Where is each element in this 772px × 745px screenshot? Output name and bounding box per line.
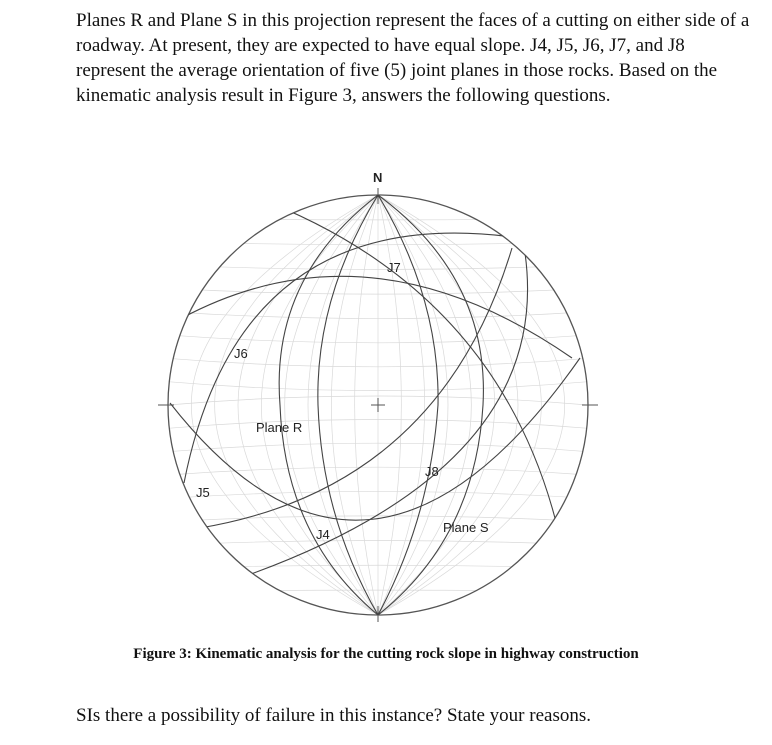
j6-label: J6 — [234, 346, 248, 361]
plane-r-label: Plane R — [256, 420, 303, 435]
plane-s-label: Plane S — [443, 520, 489, 535]
figure-caption: Figure 3: Kinematic analysis for the cutting rock slope in highway construction — [133, 646, 639, 662]
north-label: N — [373, 170, 383, 185]
stereonet-svg — [140, 158, 632, 634]
j7-label: J7 — [387, 260, 401, 275]
intro-paragraph: Planes R and Plane S in this projection represent the faces of a cutting on either side of a roadway. At present, they are expected to have equal slope. J4, J5, J6, J7, and J8 represent the average orientation of five (5) joint planes in those rocks. Based on the kinematic analysis result in Figure 3, answers the following questions. — [76, 10, 750, 106]
j8-label: J8 — [425, 464, 439, 479]
j5-label: J5 — [196, 485, 210, 500]
question-text: SIs there a possibility of failure in this instance? State your reasons. — [76, 705, 591, 726]
j4-label: J4 — [316, 527, 330, 542]
stereonet-figure — [140, 158, 632, 634]
